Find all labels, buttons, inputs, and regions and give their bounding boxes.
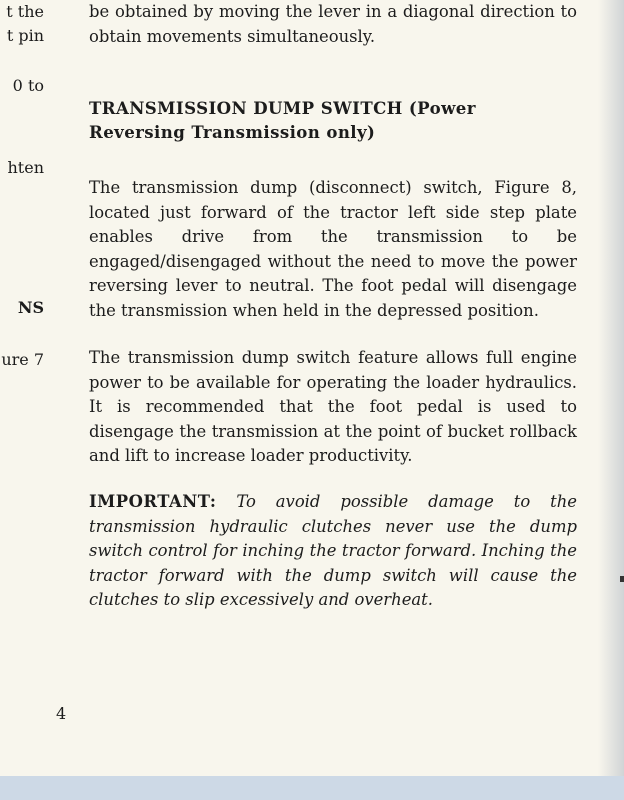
margin-fragment: NS [17, 298, 44, 317]
section-heading: TRANSMISSION DUMP SWITCH (Power Reversing Transmission only) [89, 98, 476, 142]
important-label: IMPORTANT: [89, 492, 217, 511]
continuation-paragraph [89, 0, 577, 49]
important-paragraph [89, 490, 577, 613]
paragraph-1: The transmission dump (disconnect) switch, Figure 8, located just forward of the tractor left side step plate enables drive from the transmission to be engaged/disengaged without the need to move the power reversing lever to neutral. The foot pedal will disengage the transmission when held in the depressed position. [89, 178, 577, 320]
page-edge-shadow [598, 0, 624, 776]
page-number: 4 [56, 704, 67, 723]
important-note [89, 490, 577, 613]
paragraph-feature [89, 346, 577, 469]
edge-mark [620, 576, 624, 582]
margin-fragment: ure 7 [1, 350, 44, 369]
margin-fragment: hten [7, 158, 44, 177]
scan-bottom-strip [0, 776, 624, 800]
continuation-text: be obtained by moving the lever in a diagonal direction to obtain movements simultaneously. [89, 2, 577, 46]
important-text: To avoid possible damage to the transmission hydraulic clutches never use the dump switch control for inching the tractor forward. Inching the tractor forward with the dump switch will cause the clutches to slip excessively and overheat. [89, 492, 577, 609]
paragraph-2: The transmission dump switch feature allows full engine power to be available for operating the loader hydraulics. It is recommended that the foot pedal is used to disengage the transmission at the point of bucket rollback and lift to increase loader productivity. [89, 348, 577, 465]
section-heading-block [89, 96, 577, 144]
margin-fragment: 0 to [12, 76, 44, 95]
margin-fragment: t the [6, 2, 44, 21]
paragraph-dump-switch [89, 176, 577, 323]
margin-fragment: t pin [6, 26, 44, 45]
